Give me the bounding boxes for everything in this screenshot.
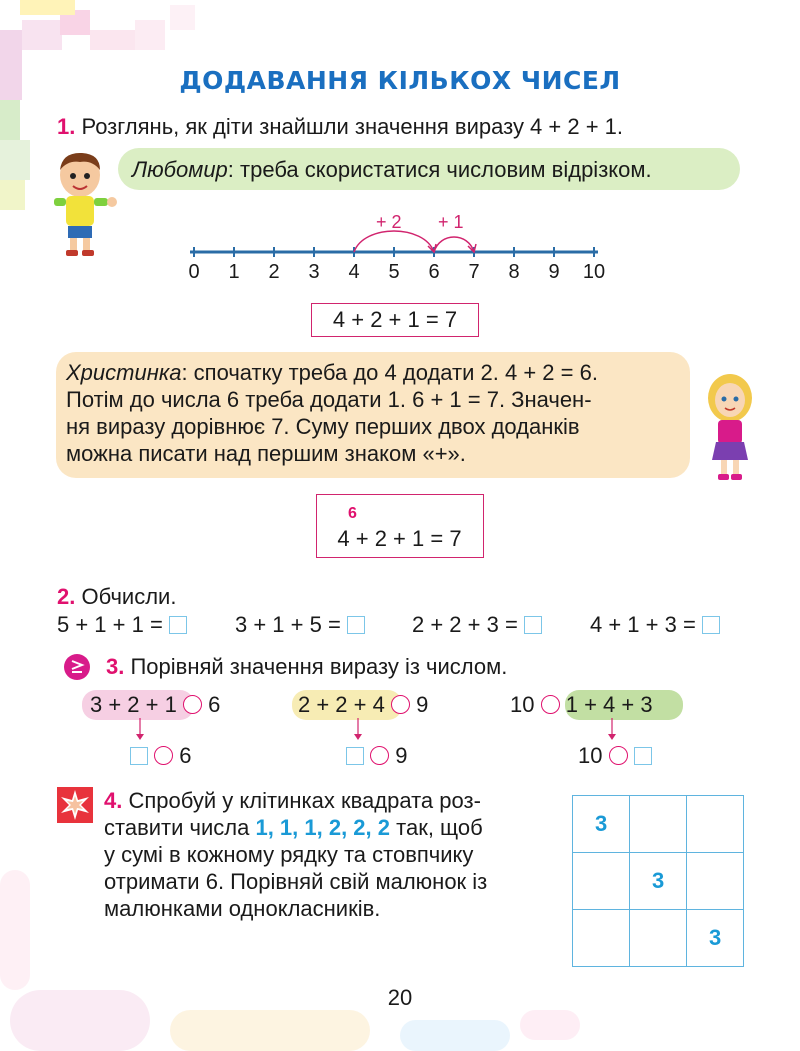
task3-text: Порівняй значення виразу із числом. bbox=[130, 654, 508, 679]
number-line bbox=[180, 210, 610, 290]
expression-text: 4 + 1 + 3 = bbox=[590, 612, 696, 637]
task4-number: 4. bbox=[104, 788, 123, 813]
arc1-label: + 2 bbox=[376, 212, 402, 232]
task4-line-2a: ставити числа bbox=[104, 815, 256, 840]
equation1-box bbox=[311, 303, 479, 337]
arrows bbox=[0, 716, 800, 744]
task4-numbers: 1, 1, 1, 2, 2, 2 bbox=[255, 815, 391, 840]
task1-number: 1. bbox=[57, 114, 76, 139]
lubomyr-speech bbox=[132, 157, 652, 183]
compare-number: 10 bbox=[578, 743, 603, 768]
compare-circle[interactable] bbox=[370, 746, 389, 765]
number-line-label: 5 bbox=[388, 261, 400, 283]
equation2: 4 + 2 + 1 = 7 bbox=[337, 526, 462, 551]
compare-expression: 2 + 2 + 4 bbox=[298, 692, 385, 717]
equation1: 4 + 2 + 1 = 7 bbox=[332, 307, 458, 332]
grid-cell[interactable] bbox=[573, 853, 630, 910]
equation2-box bbox=[316, 494, 484, 558]
answer-box[interactable] bbox=[130, 747, 148, 765]
answer-box[interactable] bbox=[702, 616, 720, 634]
task2-expression-1 bbox=[57, 612, 187, 638]
grid-cell[interactable] bbox=[630, 796, 687, 853]
task2-number: 2. bbox=[57, 584, 76, 609]
compare-circle[interactable] bbox=[391, 695, 410, 714]
khrystynka-name: Христинка bbox=[66, 360, 182, 385]
task3-number: 3. bbox=[106, 654, 125, 679]
number-line-label: 0 bbox=[188, 261, 200, 283]
number-line-label: 3 bbox=[308, 261, 320, 283]
khrystynka-speech bbox=[66, 359, 688, 467]
grid-row bbox=[573, 796, 744, 853]
girl-illustration bbox=[702, 372, 758, 484]
boy-illustration bbox=[40, 150, 120, 260]
compare-expression: 3 + 2 + 1 bbox=[90, 692, 177, 717]
task3-heading bbox=[106, 654, 507, 680]
number-line-label: 1 bbox=[228, 261, 240, 283]
task2-heading bbox=[57, 584, 176, 610]
arc-plus-1 bbox=[434, 237, 474, 252]
number-line-label: 7 bbox=[468, 261, 480, 283]
khrystynka-line-2: Потім до числа 6 треба додати 1. 6 + 1 = 7. Значен- bbox=[66, 387, 592, 412]
number-line-label: 4 bbox=[348, 261, 360, 283]
magic-square-grid bbox=[572, 795, 744, 967]
compare-number: 9 bbox=[395, 743, 408, 768]
task1-text: Розглянь, як діти знайшли значення виразу 4 + 2 + 1. bbox=[81, 114, 624, 139]
answer-box[interactable] bbox=[634, 747, 652, 765]
result-2 bbox=[346, 743, 408, 769]
compare-3 bbox=[510, 692, 653, 718]
answer-box[interactable] bbox=[347, 616, 365, 634]
khrystynka-line-1: : спочатку треба до 4 додати 2. 4 + 2 = 6. bbox=[181, 360, 598, 385]
result-1 bbox=[130, 743, 192, 769]
number-line-label: 2 bbox=[268, 261, 280, 283]
expression-text: 2 + 2 + 3 = bbox=[412, 612, 518, 637]
lubomyr-name: Любомир bbox=[132, 157, 228, 182]
task1-heading bbox=[57, 114, 623, 140]
task4-line-3: у сумі в кожному рядку та стовпчику bbox=[104, 842, 474, 867]
number-line-label: 10 bbox=[582, 261, 606, 283]
compare-number: 6 bbox=[179, 743, 192, 768]
answer-box[interactable] bbox=[169, 616, 187, 634]
task4-line-5: малюнками однокласників. bbox=[104, 896, 381, 921]
partial-sum: 6 bbox=[348, 505, 357, 522]
answer-box[interactable] bbox=[346, 747, 364, 765]
task2-text: Обчисли. bbox=[81, 584, 177, 609]
compare-number: 9 bbox=[416, 692, 429, 717]
task4-line-1: Спробуй у клітинках квадрата роз- bbox=[128, 788, 481, 813]
expression-text: 5 + 1 + 1 = bbox=[57, 612, 163, 637]
task4-line-4: отримати 6. Порівняй свій малюнок із bbox=[104, 869, 488, 894]
grid-cell[interactable] bbox=[630, 910, 687, 967]
lubomyr-text: : треба скористатися числовим відрізком. bbox=[227, 157, 652, 182]
answer-box[interactable] bbox=[524, 616, 542, 634]
result-3 bbox=[578, 743, 652, 769]
compare-circle[interactable] bbox=[154, 746, 173, 765]
compare-circle[interactable] bbox=[609, 746, 628, 765]
compare-1 bbox=[90, 692, 220, 718]
grid-cell[interactable] bbox=[687, 853, 744, 910]
task2-expression-3 bbox=[412, 612, 542, 638]
task2-expression-4 bbox=[590, 612, 720, 638]
grid-row bbox=[573, 910, 744, 967]
number-line-label: 8 bbox=[508, 261, 520, 283]
grid-cell: 3 bbox=[573, 796, 630, 853]
task4-text bbox=[104, 787, 564, 922]
grid-cell: 3 bbox=[630, 853, 687, 910]
grid-cell[interactable] bbox=[573, 910, 630, 967]
compare-2 bbox=[298, 692, 428, 718]
compare-number: 6 bbox=[208, 692, 221, 717]
compare-expression: 1 + 4 + 3 bbox=[565, 692, 653, 717]
compare-circle[interactable] bbox=[541, 695, 560, 714]
compare-number: 10 bbox=[510, 692, 535, 717]
task2-expression-2 bbox=[235, 612, 365, 638]
grid-row bbox=[573, 853, 744, 910]
compare-circle[interactable] bbox=[183, 695, 202, 714]
star-challenge-icon bbox=[56, 786, 94, 824]
compare-icon bbox=[63, 653, 91, 681]
khrystynka-line-3: ня виразу дорівнює 7. Суму перших двох доданків bbox=[66, 414, 580, 439]
number-line-label: 9 bbox=[548, 261, 560, 283]
khrystynka-line-4: можна писати над першим знаком «+». bbox=[66, 441, 466, 466]
page-number: 20 bbox=[387, 985, 413, 1010]
grid-cell: 3 bbox=[687, 910, 744, 967]
arc2-label: + 1 bbox=[438, 212, 464, 232]
grid-cell[interactable] bbox=[687, 796, 744, 853]
number-line-label: 6 bbox=[428, 261, 440, 283]
expression-text: 3 + 1 + 5 = bbox=[235, 612, 341, 637]
page-title: ДОДАВАННЯ КІЛЬКОХ ЧИСЕЛ bbox=[179, 66, 621, 95]
task4-line-2b: так, щоб bbox=[390, 815, 483, 840]
